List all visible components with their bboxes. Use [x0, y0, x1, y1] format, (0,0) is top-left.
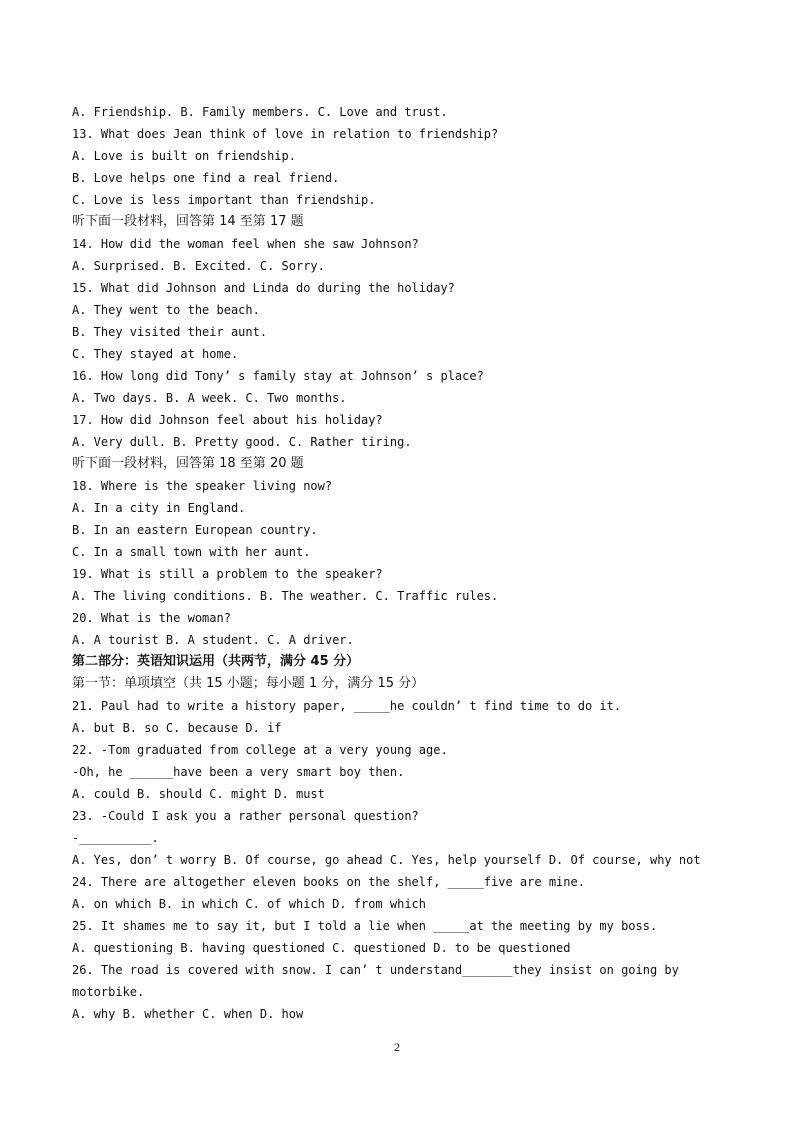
text-line: A. why B. whether C. when D. how — [72, 1007, 304, 1021]
text-line: B. In an eastern European country. — [72, 523, 318, 537]
text-line: A. questioning B. having questioned C. questioned D. to be questioned — [72, 941, 571, 955]
section-heading: 第二部分：英语知识运用（共两节，满分 45 分） — [72, 654, 360, 669]
text-line: 15. What did Johnson and Linda do during the holiday? — [72, 281, 455, 295]
text-line: 21. Paul had to write a history paper, _____he couldn’ t find time to do it. — [72, 699, 622, 713]
text-line: 14. How did the woman feel when she saw Johnson? — [72, 237, 419, 251]
text-line: 19. What is still a problem to the speaker? — [72, 567, 383, 581]
text-line: B. They visited their aunt. — [72, 325, 268, 339]
text-line: 20. What is the woman? — [72, 611, 231, 625]
text-line: 24. There are altogether eleven books on the shelf, _____five are mine. — [72, 875, 585, 889]
text-line: A. In a city in England. — [72, 501, 246, 515]
text-line: 25. It shames me to say it, but I told a lie when _____at the meeting by my boss. — [72, 919, 658, 933]
instruction-line: 听下面一段材料，回答第 14 至第 17 题 — [72, 214, 304, 229]
text-line: A. but B. so C. because D. if — [72, 721, 282, 735]
text-line: motorbike. — [72, 985, 145, 999]
text-line: 17. How did Johnson feel about his holiday? — [72, 413, 383, 427]
text-line: -__________. — [72, 831, 159, 845]
text-line: A. could B. should C. might D. must — [72, 787, 325, 801]
instruction-line: 第一节：单项填空（共 15 小题；每小题 1 分，满分 15 分） — [72, 676, 425, 691]
text-line: A. Surprised. B. Excited. C. Sorry. — [72, 259, 325, 273]
text-line: A. Two days. B. A week. C. Two months. — [72, 391, 347, 405]
text-line: C. They stayed at home. — [72, 347, 239, 361]
text-line: 18. Where is the speaker living now? — [72, 479, 333, 493]
text-line: A. on which B. in which C. of which D. from which — [72, 897, 427, 911]
text-line: A. Very dull. B. Pretty good. C. Rather tiring. — [72, 435, 412, 449]
text-line: C. Love is less important than friendship. — [72, 193, 376, 207]
text-line: A. A tourist B. A student. C. A driver. — [72, 633, 354, 647]
text-line: A. Love is built on friendship. — [72, 149, 296, 163]
page-number: 2 — [394, 1040, 400, 1054]
text-line: 23. -Could I ask you a rather personal question? — [72, 809, 419, 823]
text-line: 22. -Tom graduated from college at a very young age. — [72, 743, 448, 757]
text-line: 13. What does Jean think of love in relation to friendship? — [72, 127, 499, 141]
text-line: 26. The road is covered with snow. I can’ t understand_______they insist on going by — [72, 963, 679, 977]
text-line: -Oh, he ______have been a very smart boy then. — [72, 765, 405, 779]
instruction-line: 听下面一段材料，回答第 18 至第 20 题 — [72, 456, 304, 471]
document-body — [72, 101, 732, 1025]
text-line: 16. How long did Tony’ s family stay at Johnson’ s place? — [72, 369, 484, 383]
text-line: A. Friendship. B. Family members. C. Love and trust. — [72, 105, 448, 119]
text-line: A. Yes, don’ t worry B. Of course, go ahead C. Yes, help yourself D. Of course, why not — [72, 853, 701, 867]
text-line: A. The living conditions. B. The weather. C. Traffic rules. — [72, 589, 499, 603]
text-line: A. They went to the beach. — [72, 303, 260, 317]
text-line: C. In a small town with her aunt. — [72, 545, 311, 559]
text-line: B. Love helps one find a real friend. — [72, 171, 340, 185]
